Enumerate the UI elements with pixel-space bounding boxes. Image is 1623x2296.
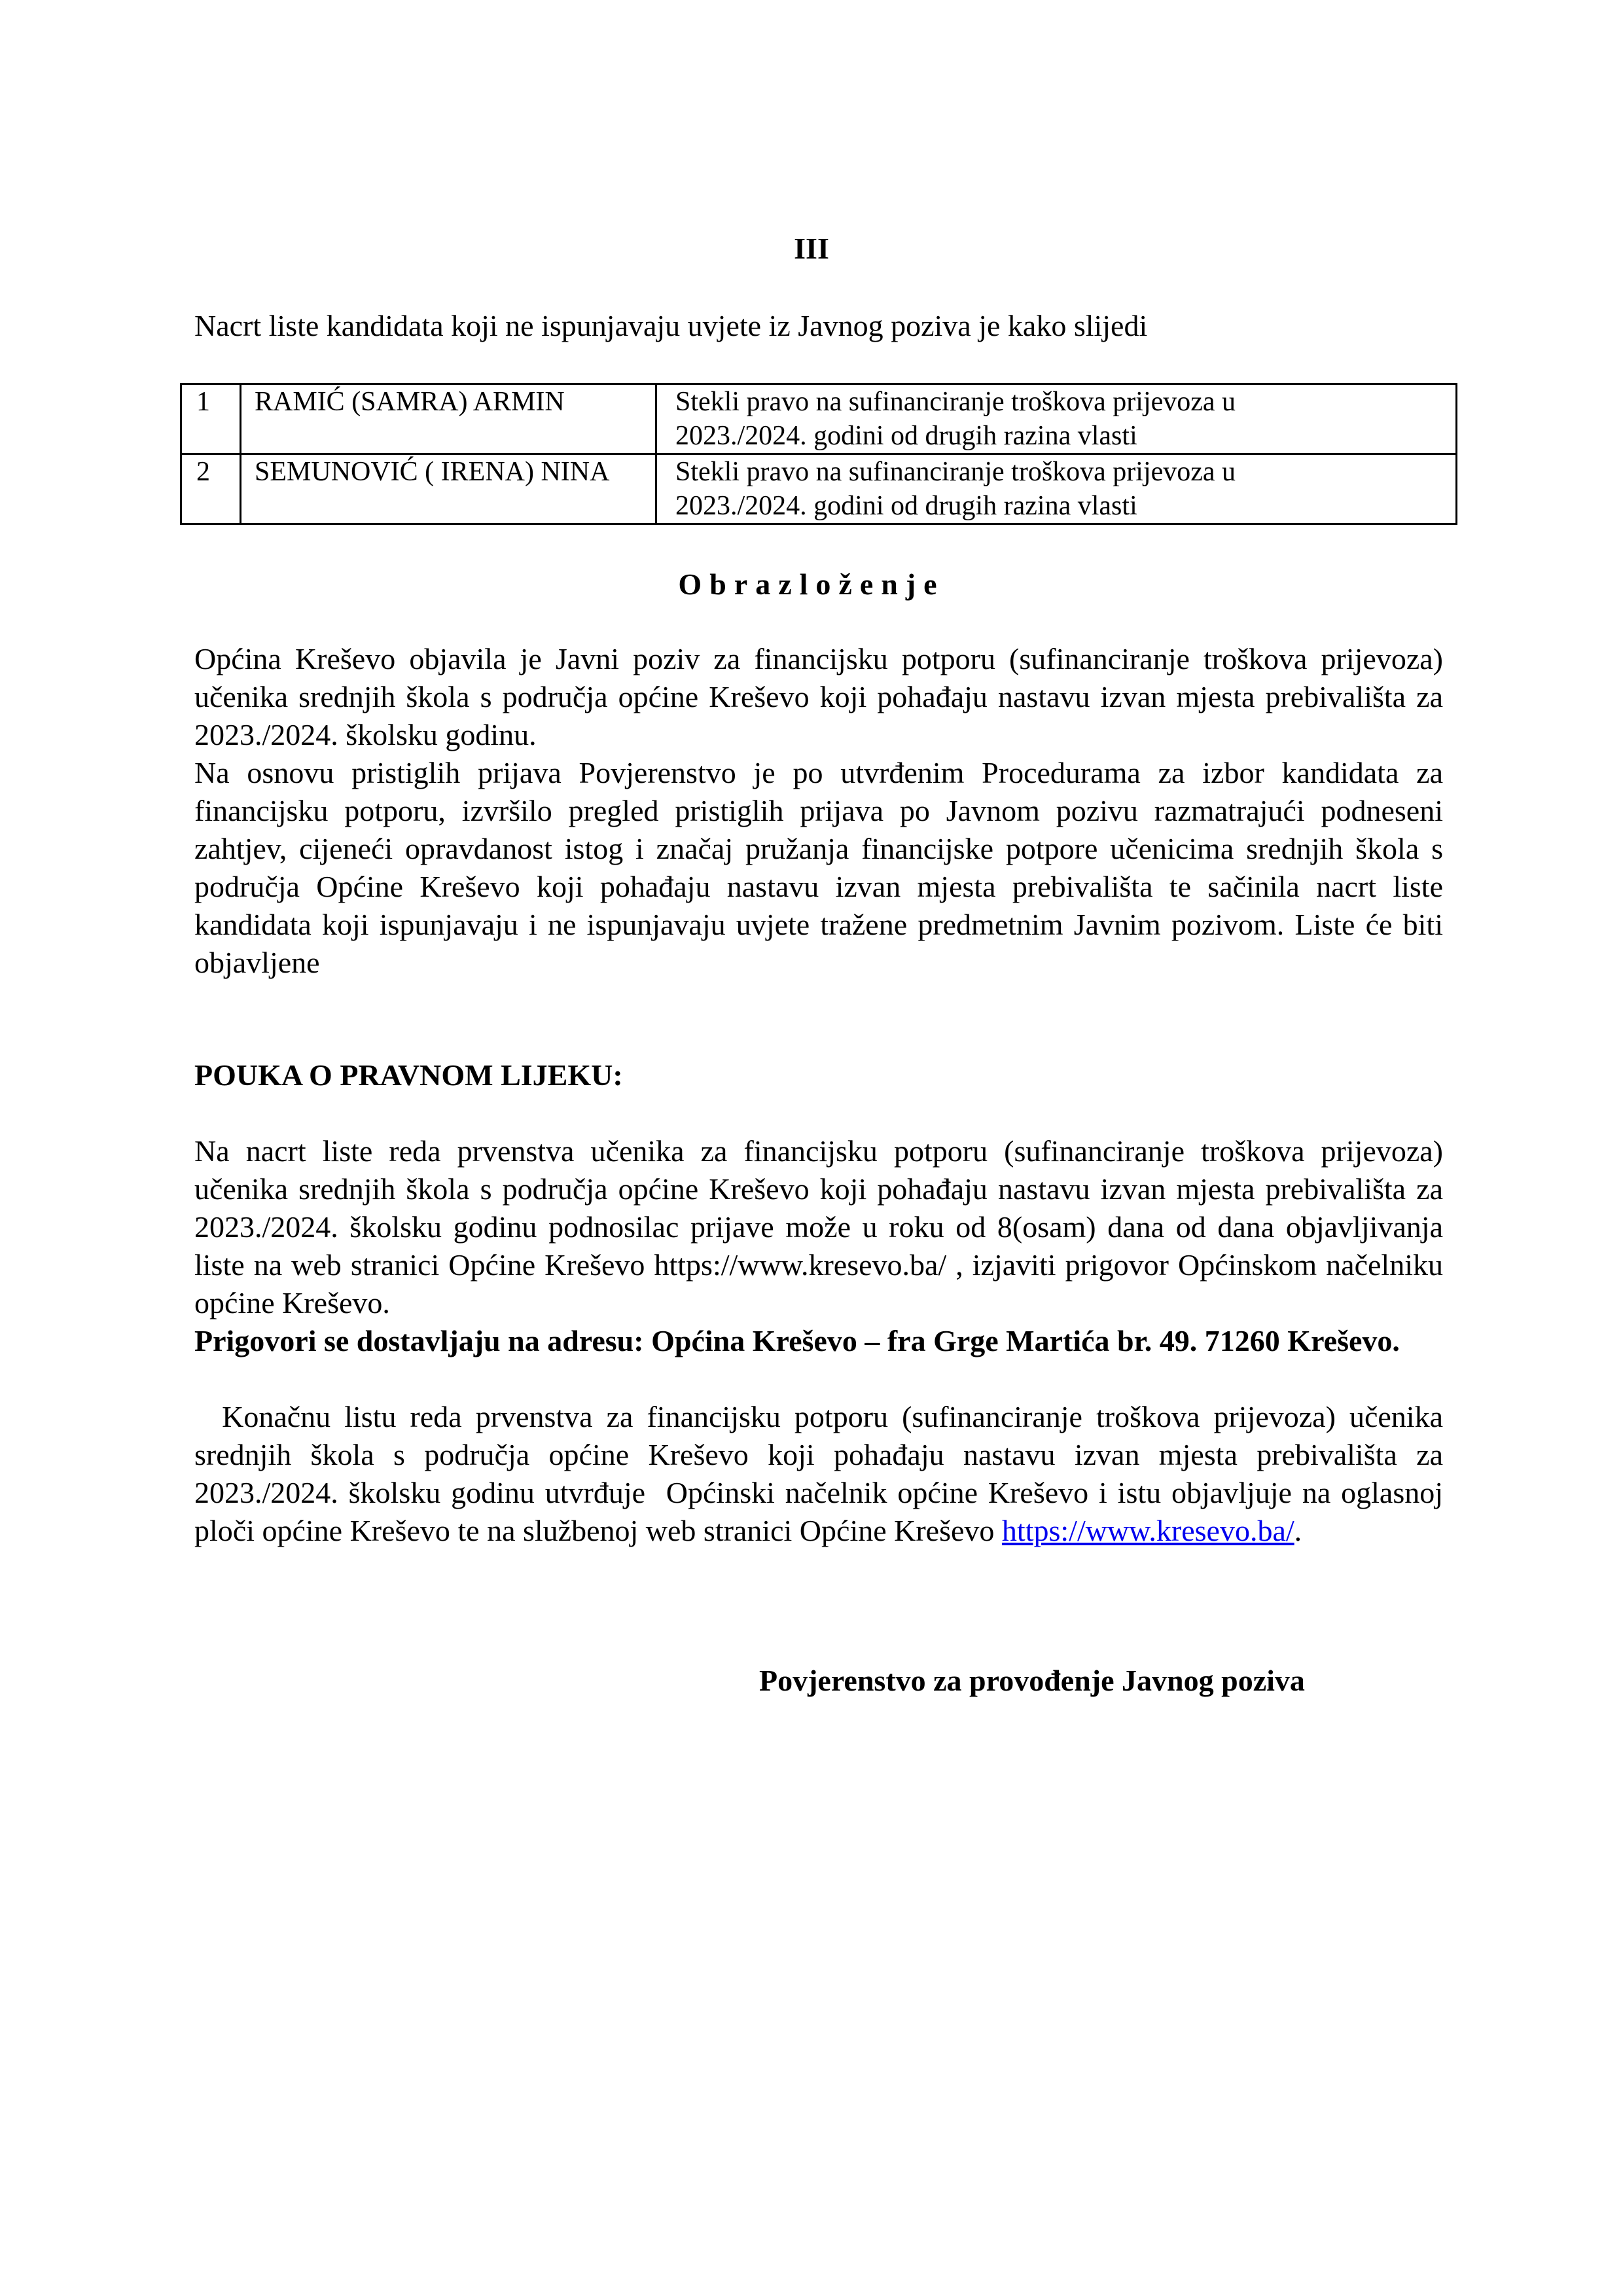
pouka-paragraph-3 xyxy=(194,1398,1451,1550)
reason-line-1: Stekli pravo na sufinanciranje troškova prijevoza u xyxy=(675,457,1236,487)
candidate-reason xyxy=(656,454,1457,524)
table-row xyxy=(181,384,1457,454)
obrazlozenje-paragraph-1: Općina Kreševo objavila je Javni poziv za financijsku potporu (sufinanciranje troškova prijevoza) učenika srednjih škola s područja općine Kreševo koji pohađaju nastavu izvan mjesta prebivališta za 2023./2024. školsku godinu. xyxy=(194,642,1443,751)
reason-line-2: 2023./2024. godini od drugih razina vlasti xyxy=(675,421,1137,451)
obrazlozenje-paragraph-2: Na osnovu pristiglih prijava Povjerenstvo je po utvrđenim Procedurama za izbor kandidata za financijsku potporu, izvršilo pregled pristiglih prijava po Javnom pozivu razmatrajući podneseni zahtjev, cijeneći opravdanost istog i značaj pružanja financijske potpore učenicima srednjih škola s područja Općine Kreševo koji pohađaju nastavu izvan mjesta prebivališta te sačinila nacrt liste kandidata koji ispunjavaju i ne ispunjavaju uvjete tražene predmetnim Javnim pozivom. Liste će biti objavljene xyxy=(194,756,1443,979)
row-number: 2 xyxy=(181,454,241,524)
address-paragraph: Prigovori se dostavljaju na adresu: Općina Kreševo – fra Grge Martića br. 49. 71260 Kreševo. xyxy=(194,1324,1400,1357)
obrazlozenje-heading: Obrazloženje xyxy=(678,567,945,601)
intro-text: Nacrt liste kandidata koji ne ispunjavaju uvjete iz Javnog poziva je kako slijedi xyxy=(194,309,1148,342)
reason-line-2: 2023./2024. godini od drugih razina vlasti xyxy=(675,491,1137,521)
paragraph-3-text: Konačnu listu reda prvenstva za financijsku potporu (sufinanciranje troškova prijevoza) učenika srednjih škola s područja općine Kreševo koji pohađaju nastavu izvan mjesta prebivališta za 2023./2024. školsku godinu utvrđuje Općinski načelnik općine Kreševo i istu objavljuje na oglasnoj ploči općine Kreševo te na službenoj web stranici Općine Kreševo xyxy=(194,1400,1451,1547)
row-number: 1 xyxy=(181,384,241,454)
table-row xyxy=(181,454,1457,524)
section-number: III xyxy=(794,232,829,265)
pouka-paragraph-1: Na nacrt liste reda prvenstva učenika za financijsku potporu (sufinanciranje troškova prijevoza) učenika srednjih škola s područja općine Kreševo koji pohađaju nastavu izvan mjesta prebivališta za 2023./2024. školsku godinu podnosilac prijave može u roku od 8(osam) dana od dana objavljivanja liste na web stranici Općine Kreševo https://www.kresevo.ba/ , izjaviti prigovor Općinskom načelniku općine Kreševo. xyxy=(194,1134,1443,1319)
candidate-reason xyxy=(656,384,1457,454)
kresevo-website-link[interactable]: https://www.kresevo.ba/ xyxy=(1001,1514,1294,1547)
pouka-heading: POUKA O PRAVNOM LIJEKU: xyxy=(194,1058,623,1092)
candidate-name: SEMUNOVIĆ ( IRENA) NINA xyxy=(241,454,656,524)
reason-line-1: Stekli pravo na sufinanciranje troškova prijevoza u xyxy=(675,387,1236,417)
candidate-name: RAMIĆ (SAMRA) ARMIN xyxy=(241,384,656,454)
paragraph-3-end: . xyxy=(1294,1514,1302,1547)
signature: Povjerenstvo za provođenje Javnog poziva xyxy=(759,1664,1305,1697)
candidates-table xyxy=(180,383,1457,525)
